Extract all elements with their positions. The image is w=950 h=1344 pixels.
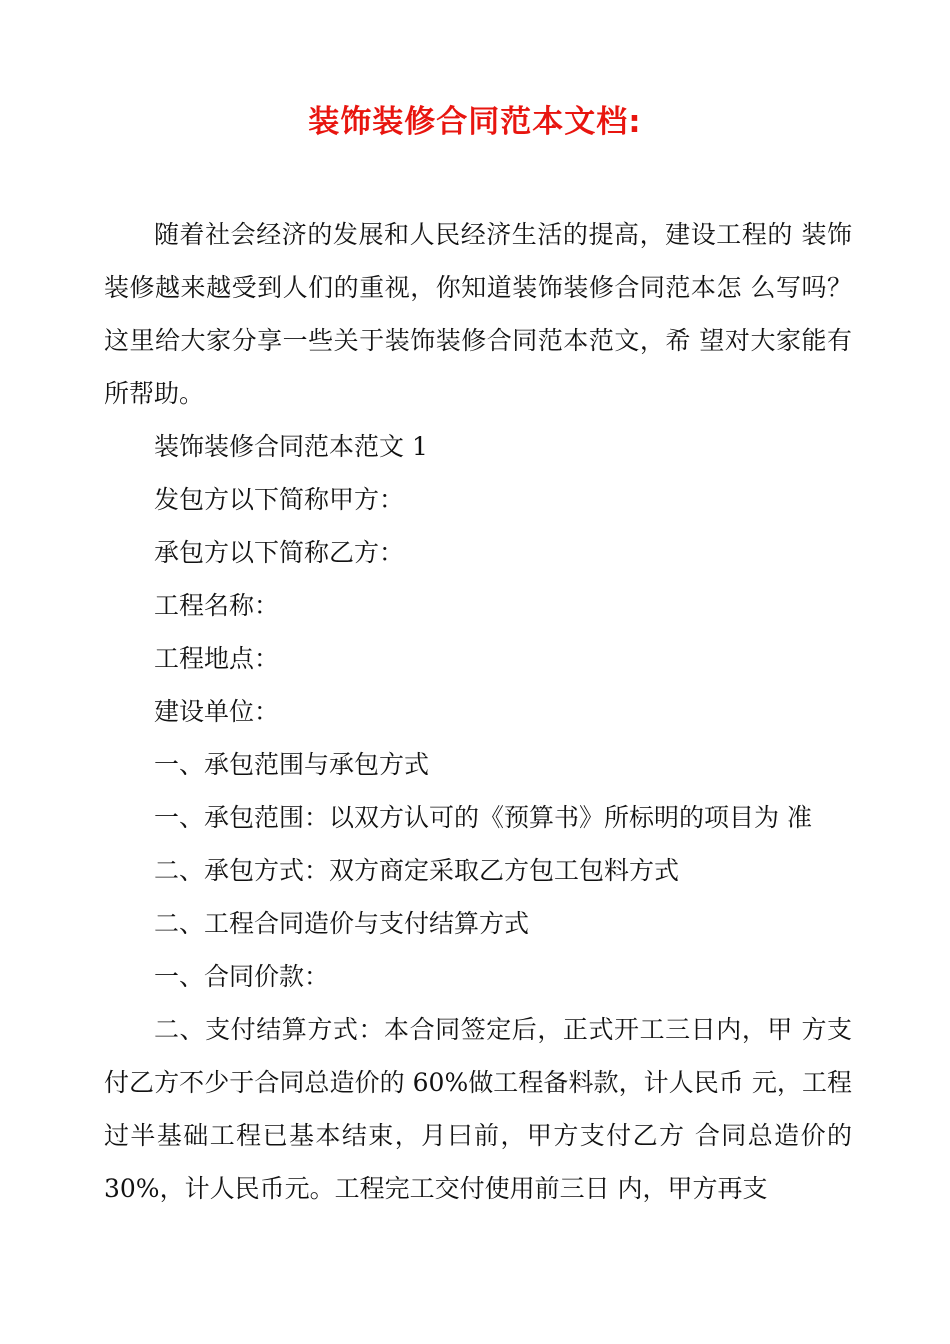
document-title: 装饰装修合同范本文档: <box>308 104 642 140</box>
scope-line: 一、承包范围：以双方认可的《预算书》所标明的项目为 准 <box>154 803 812 832</box>
party-b-line: 承包方以下简称乙方： <box>154 538 405 567</box>
payment-paragraph: 二、支付结算方式：本合同签定后，正式开工三日内，甲 方支付乙方不少于合同总造价的 60%做工程备料款，计人民币 元，工程过半基础工程已基本结束，月曰前，甲方支付乙方 合同总造价的 30%，计人民币元。工程完工交付使用前三日 内，甲方再支 <box>104 1015 852 1203</box>
project-location-line: 工程地点： <box>154 644 280 673</box>
construction-unit-line: 建设单位： <box>154 697 280 726</box>
section-scope-heading: 一、承包范围与承包方式 <box>154 750 430 779</box>
contract-price-line: 一、合同价款： <box>154 962 330 991</box>
project-name-line: 工程名称： <box>154 591 280 620</box>
method-line: 二、承包方式：双方商定采取乙方包工包料方式 <box>154 856 680 885</box>
document-body <box>104 208 852 1215</box>
party-a-line: 发包方以下简称甲方： <box>154 485 405 514</box>
intro-paragraph: 随着社会经济的发展和人民经济生活的提高，建设工程的 装饰装修越来越受到人们的重视，你知道装饰装修合同范本怎 么写吗？这里给大家分享一些关于装饰装修合同范本范文，希 望对大家能有所帮助。 <box>104 220 852 408</box>
sample-heading: 装饰装修合同范本范文 1 <box>154 432 428 461</box>
section-price-heading: 二、工程合同造价与支付结算方式 <box>154 909 530 938</box>
